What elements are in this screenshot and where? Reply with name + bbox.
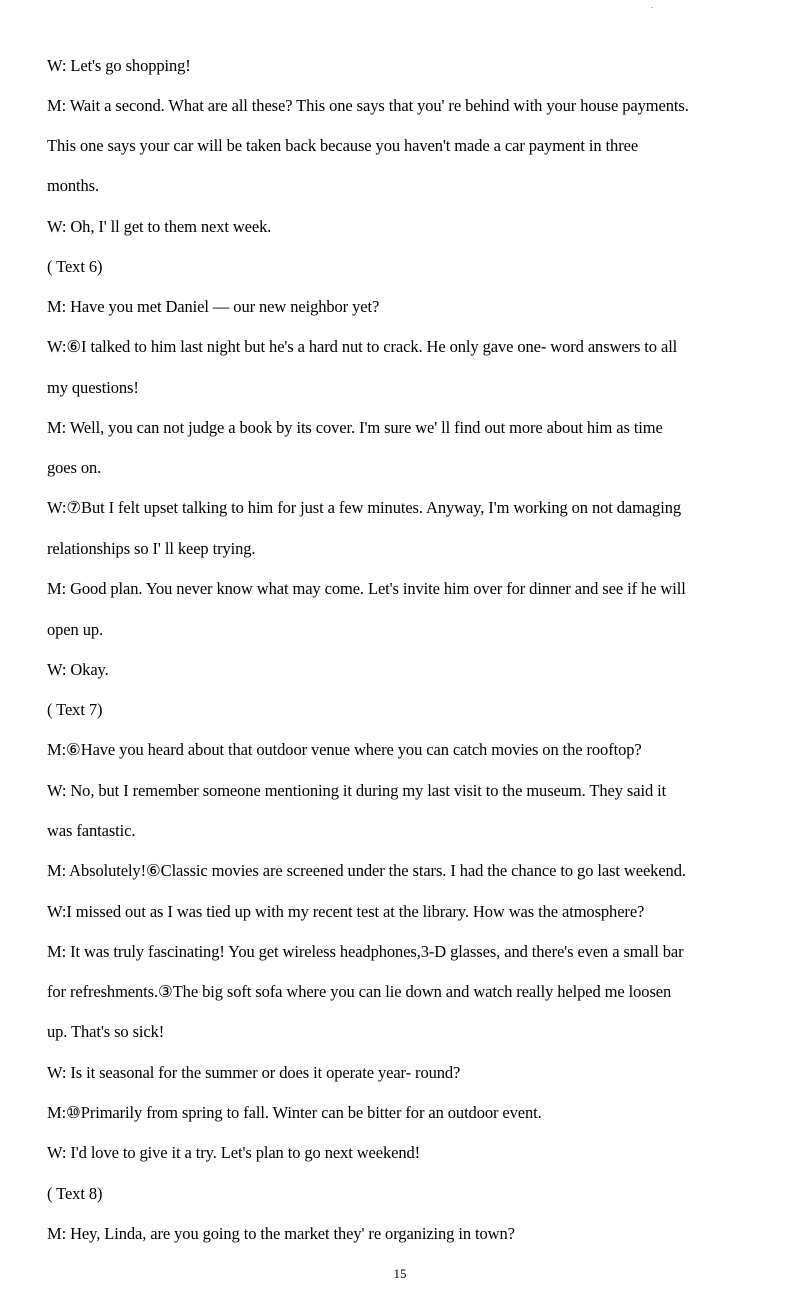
page-number: 15	[393, 1266, 407, 1281]
transcript-line: months.	[47, 176, 100, 195]
transcript-line: M: Wait a second. What are all these? This one says that you' re behind with your house payments.	[47, 96, 689, 115]
scan-speck	[651, 7, 653, 8]
transcript-line: M: Well, you can not judge a book by its cover. I'm sure we' ll find out more about him as time	[47, 418, 663, 437]
transcript-line: up. That's so sick!	[47, 1022, 165, 1041]
transcript-line: M: Good plan. You never know what may come. Let's invite him over for dinner and see if he will	[47, 579, 686, 598]
section-heading-text-6: ( Text 6)	[47, 257, 103, 276]
transcript-line: W: Okay.	[47, 660, 109, 679]
transcript-line: M:⑥Have you heard about that outdoor venue where you can catch movies on the rooftop?	[47, 740, 642, 759]
transcript-line: This one says your car will be taken back because you haven't made a car payment in three	[47, 136, 639, 155]
section-heading-text-7: ( Text 7)	[47, 700, 103, 719]
transcript-line: was fantastic.	[47, 821, 136, 840]
transcript-line: goes on.	[47, 458, 102, 477]
transcript-line: my questions!	[47, 378, 139, 397]
transcript-line: relationships so I' ll keep trying.	[47, 539, 256, 558]
transcript-line: W: Is it seasonal for the summer or does it operate year- round?	[47, 1063, 461, 1082]
transcript-line: M:⑩Primarily from spring to fall. Winter can be bitter for an outdoor event.	[47, 1103, 542, 1122]
transcript-line: W:⑥I talked to him last night but he's a hard nut to crack. He only gave one- word answers to all	[47, 337, 678, 356]
transcript-line: W: No, but I remember someone mentioning it during my last visit to the museum. They said it	[47, 781, 667, 800]
transcript-line: W:⑦But I felt upset talking to him for just a few minutes. Anyway, I'm working on not damaging	[47, 498, 682, 517]
transcript-line: W: Oh, I' ll get to them next week.	[47, 217, 272, 236]
transcript-line: M: Hey, Linda, are you going to the market they' re organizing in town?	[47, 1224, 515, 1243]
transcript-line: open up.	[47, 620, 104, 639]
transcript-line: W: I'd love to give it a try. Let's plan to go next weekend!	[47, 1143, 421, 1162]
transcript-line: W: Let's go shopping!	[47, 56, 191, 75]
transcript-line: W:I missed out as I was tied up with my recent test at the library. How was the atmosphere?	[47, 902, 645, 921]
transcript-line: for refreshments.③The big soft sofa where you can lie down and watch really helped me loosen	[47, 982, 672, 1001]
transcript-line: M: Absolutely!⑥Classic movies are screened under the stars. I had the chance to go last weekend.	[47, 861, 686, 880]
transcript-line: M: Have you met Daniel — our new neighbor yet?	[47, 297, 380, 316]
transcript-line: M: It was truly fascinating! You get wireless headphones,3-D glasses, and there's even a small bar	[47, 942, 684, 961]
section-heading-text-8: ( Text 8)	[47, 1184, 103, 1203]
